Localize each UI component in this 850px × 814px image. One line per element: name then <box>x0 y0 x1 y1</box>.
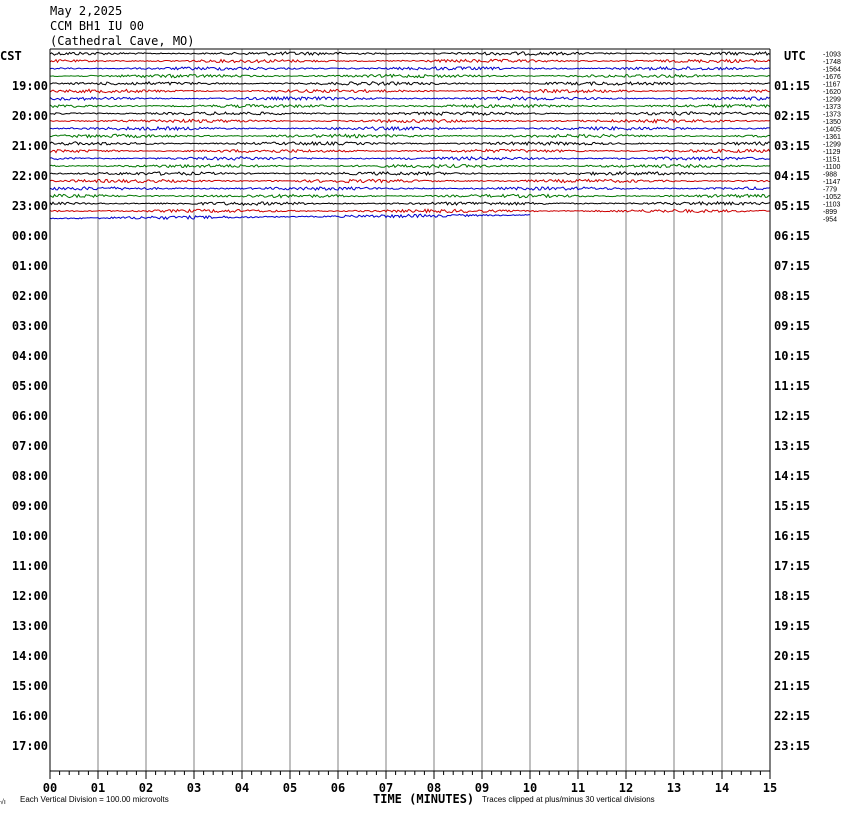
seismic-trace <box>50 202 770 205</box>
right-hour-label: 14:15 <box>774 469 811 483</box>
left-hour-label: 11:00 <box>11 559 48 573</box>
trace-offset-label: -1299 <box>823 96 841 104</box>
seismic-trace <box>50 149 770 152</box>
x-tick-label: 00 <box>42 781 58 795</box>
x-tick-label: 15 <box>762 781 778 795</box>
footer-clip-note: Traces clipped at plus/minus 30 vertical divisions <box>482 795 655 804</box>
trace-offset-label: -1361 <box>823 134 841 141</box>
trace-offset-label: -899 <box>823 209 838 216</box>
right-hour-label: 09:15 <box>774 319 811 333</box>
seismic-trace <box>50 82 770 85</box>
trace-offset-label: -1620 <box>823 89 841 96</box>
right-hour-label: 15:15 <box>774 499 811 513</box>
trace-offset-label: -1129 <box>823 149 841 156</box>
right-hour-label: 06:15 <box>774 229 811 243</box>
right-hour-label: 19:15 <box>774 619 811 633</box>
right-hour-label: 13:15 <box>774 439 811 453</box>
x-axis-title: TIME (MINUTES) <box>373 792 475 806</box>
left-hour-label: 14:00 <box>11 649 48 663</box>
right-hour-label: 16:15 <box>774 529 811 543</box>
left-hour-label: 16:00 <box>11 709 48 723</box>
trace-offset-label: -779 <box>823 186 838 194</box>
seismic-trace <box>50 142 770 145</box>
left-hour-label: 20:00 <box>11 109 48 123</box>
axes <box>12 49 841 795</box>
seismic-trace <box>50 172 770 175</box>
seismic-trace <box>50 67 770 70</box>
seismic-trace <box>50 104 770 107</box>
seismic-trace <box>50 209 770 212</box>
left-hour-label: 19:00 <box>11 79 48 93</box>
seismic-trace <box>50 52 770 55</box>
seismic-trace <box>50 164 770 167</box>
right-hour-label: 22:15 <box>774 709 811 723</box>
trace-offset-label: -1052 <box>823 194 841 201</box>
right-hour-label: 02:15 <box>774 109 811 123</box>
right-hour-label: 04:15 <box>774 169 811 183</box>
trace-offset-label: -1405 <box>823 126 841 134</box>
footer-scale-note: Each Vertical Division = 100.00 microvolts <box>20 795 169 804</box>
right-hour-label: 20:15 <box>774 649 811 663</box>
seismic-trace <box>50 74 770 77</box>
location-label: (Cathedral Cave, MO) <box>50 34 195 48</box>
x-tick-label: 06 <box>330 781 346 795</box>
date-label: May 2,2025 <box>50 4 123 18</box>
left-hour-label: 06:00 <box>11 409 48 423</box>
footer-mark: √ı <box>0 799 6 806</box>
right-hour-label: 10:15 <box>774 349 811 363</box>
station-label: CCM BH1 IU 00 <box>50 19 144 33</box>
trace-offset-label: -1299 <box>823 141 841 149</box>
left-hour-label: 03:00 <box>11 319 48 333</box>
x-tick-label: 05 <box>282 781 298 795</box>
seismic-trace <box>50 119 770 122</box>
trace-offset-label: -1564 <box>823 66 841 74</box>
seismic-trace <box>50 59 770 62</box>
left-hour-label: 10:00 <box>11 529 48 543</box>
left-hour-label: 08:00 <box>11 469 48 483</box>
trace-offset-label: -1373 <box>823 104 841 111</box>
right-hour-label: 01:15 <box>774 79 811 93</box>
left-hour-label: 12:00 <box>11 589 48 603</box>
right-hour-label: 12:15 <box>774 409 811 423</box>
right-hour-label: 08:15 <box>774 289 811 303</box>
left-hour-label: 22:00 <box>11 169 48 183</box>
left-hour-label: 23:00 <box>11 199 48 213</box>
left-timezone-label: CST <box>0 49 22 63</box>
seismic-trace <box>50 194 770 197</box>
trace-offset-label: -1167 <box>823 81 841 89</box>
left-hour-label: 15:00 <box>11 679 48 693</box>
trace-offset-label: -1103 <box>823 201 841 209</box>
seismic-traces <box>50 52 770 219</box>
right-hour-label: 23:15 <box>774 739 811 753</box>
right-hour-label: 03:15 <box>774 139 811 153</box>
x-tick-label: 12 <box>618 781 634 795</box>
right-hour-label: 07:15 <box>774 259 811 273</box>
left-hour-label: 17:00 <box>11 739 48 753</box>
trace-offset-label: -1373 <box>823 111 841 119</box>
x-tick-label: 14 <box>714 781 730 795</box>
left-hour-label: 00:00 <box>11 229 48 243</box>
x-tick-label: 02 <box>138 781 154 795</box>
trace-offset-label: -1151 <box>823 156 841 164</box>
left-hour-label: 01:00 <box>11 259 48 273</box>
x-tick-label: 10 <box>522 781 538 795</box>
x-tick-label: 08 <box>426 781 442 795</box>
seismic-trace <box>50 179 770 182</box>
x-tick-label: 01 <box>90 781 106 795</box>
seismic-trace <box>50 187 770 190</box>
trace-offset-label: -954 <box>823 216 838 224</box>
right-hour-label: 11:15 <box>774 379 811 393</box>
seismic-trace <box>50 157 770 160</box>
x-tick-label: 04 <box>234 781 250 795</box>
left-hour-label: 02:00 <box>11 289 48 303</box>
left-hour-label: 13:00 <box>11 619 48 633</box>
x-tick-label: 09 <box>474 781 490 795</box>
left-hour-label: 07:00 <box>11 439 48 453</box>
trace-offset-label: -1093 <box>823 51 841 59</box>
right-hour-label: 17:15 <box>774 559 811 573</box>
right-hour-label: 18:15 <box>774 589 811 603</box>
left-hour-label: 21:00 <box>11 139 48 153</box>
x-tick-label: 07 <box>378 781 394 795</box>
x-tick-label: 11 <box>570 781 586 795</box>
trace-offset-label: -1676 <box>823 74 841 81</box>
x-tick-label: 13 <box>666 781 682 795</box>
seismic-trace <box>50 112 770 115</box>
trace-offset-label: -988 <box>823 171 838 179</box>
trace-offset-label: -1350 <box>823 119 841 126</box>
seismic-trace <box>50 97 770 100</box>
right-timezone-label: UTC <box>784 49 806 63</box>
right-hour-label: 21:15 <box>774 679 811 693</box>
trace-offset-label: -1100 <box>823 164 841 171</box>
seismic-trace <box>50 127 770 130</box>
x-tick-label: 03 <box>186 781 202 795</box>
seismic-trace <box>50 89 770 92</box>
left-hour-label: 04:00 <box>11 349 48 363</box>
right-hour-label: 05:15 <box>774 199 811 213</box>
left-hour-label: 09:00 <box>11 499 48 513</box>
trace-offset-label: -1748 <box>823 59 841 66</box>
left-hour-label: 05:00 <box>11 379 48 393</box>
seismic-trace <box>50 134 770 137</box>
trace-offset-label: -1147 <box>823 179 841 186</box>
